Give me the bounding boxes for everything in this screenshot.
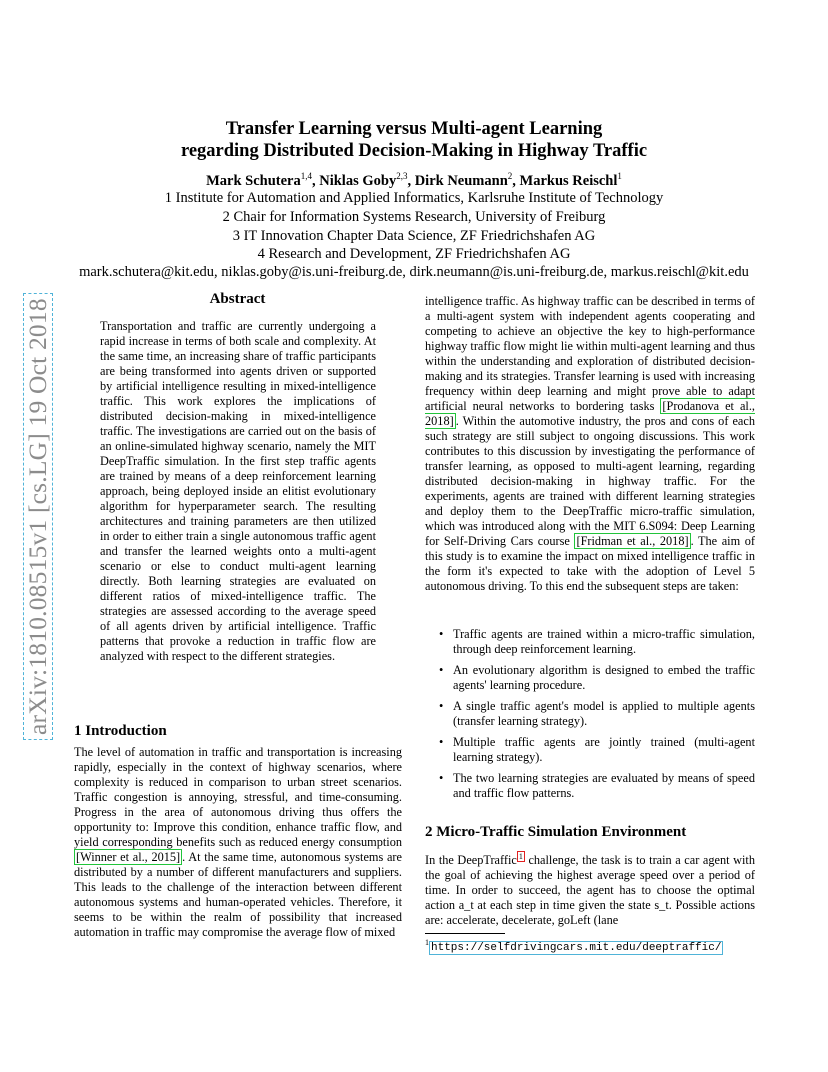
list-item: • An evolutionary algorithm is designed to embed the traffic agents' learning procedure. bbox=[439, 663, 755, 692]
affiliation-4: 4 Research and Development, ZF Friedrichshafen AG bbox=[257, 246, 571, 262]
footnote-number: 1 bbox=[425, 938, 429, 947]
list-item: • Traffic agents are trained within a micro-traffic simulation, through deep reinforcement learning. bbox=[439, 627, 755, 656]
title-line-2: regarding Distributed Decision-Making in Highway Traffic bbox=[180, 141, 648, 161]
abstract-text: Transportation and traffic are currently undergoing a rapid increase in terms of both scale and complexity. At the same time, an increasing share of traffic participants are being transformed into agents driven or supported by artificial intelligence resulting in mixed-intelligence traffic. This work explores the implications of distributed decision-making in mixed-intelligence traffic. The investigations are carried out on the basis of an online-simulated highway scenario, namely the MIT DeepTraffic simulation. In the first step traffic agents are trained by means of a deep reinforcement learning approach, being deployed inside an elitist evolutionary algorithm for hyperparameter search. The resulting architectures and training parameters are then utilized in order to either train a single autonomous traffic agent and transfer the learned weights onto a multi-agent scenario or else to conduct multi-agent learning directly. Both learning strategies are evaluated on different ratios of mixed-intelligence traffic. The strategies are assessed according to the average speed of all agents driven by artificial intelligence. Traffic patterns that provoke a reduction in traffic flow are analyzed with respect to the different strategies. bbox=[100, 319, 376, 663]
abstract-heading: Abstract bbox=[209, 291, 266, 307]
footnote bbox=[425, 938, 723, 954]
affiliation-3: 3 IT Innovation Chapter Data Science, ZF Friedrichshafen AG bbox=[232, 228, 596, 244]
citation-fridman-2018[interactable]: [Fridman et al., 2018] bbox=[576, 534, 689, 548]
author-emails: mark.schutera@kit.edu, niklas.goby@is.uni-freiburg.de, dirk.neumann@is.uni-freiburg.de, markus.reischl@kit.edu bbox=[79, 264, 749, 280]
footnote-rule bbox=[425, 933, 505, 934]
citation-prodanova-2018[interactable]: [Prodanova et al., 2018] bbox=[425, 399, 755, 428]
title-line-1: Transfer Learning versus Multi-agent Learning bbox=[225, 119, 603, 139]
introduction-paragraph: The level of automation in traffic and transportation is increasing rapidly, especially in the context of highway scenarios, where complexity is reduced in comparison to urban street scenarios. Traffic congestion is annoying, stressful, and time-consuming. Progress in the area of autonomous driving thus offers the opportunity to: Improve this condition, enhance traffic flow, and yield corresponding benefits such as reduced energy consumption [Winner et al., 2015] . At the same time, autonomous systems are distributed by a number of different manufacturers and suppliers. This leads to the challenge of the interaction between different autonomous systems and human-operated vehicles. Therefore, it seems to be within the realm of possibility that increased automation in traffic may compromise the average flow of mixed bbox=[74, 745, 402, 939]
list-item: • A single traffic agent's model is applied to multiple agents (transfer learning strategy). bbox=[439, 699, 755, 728]
affiliation-1: 1 Institute for Automation and Applied Informatics, Karlsruhe Institute of Technology bbox=[164, 190, 664, 206]
author-list: Mark Schutera$^{1,4}$, Niklas Goby$^{2,3}$, Dirk Neumann$^2$, Markus Reischl$^1$ bbox=[206, 171, 622, 189]
section-2-heading: 2 Micro-Traffic Simulation Environment bbox=[425, 824, 687, 840]
footnote-url-link[interactable]: https://selfdrivingcars.mit.edu/deeptraffic/ bbox=[431, 941, 722, 954]
footnote-link[interactable]: 1 bbox=[518, 852, 523, 861]
list-item: • Multiple traffic agents are jointly trained (multi-agent learning strategy). bbox=[439, 735, 755, 764]
section-2-paragraph: In the DeepTraffic $^1$ challenge, the task is to train a car agent with the goal of achieving the highest average speed over a period of time. In order to succeed, the agent has to choose the optimal action a_t at each step in time given the state s_t. Possible actions are: accelerate, decelerate, goLeft (lane bbox=[425, 852, 755, 928]
contribution-list bbox=[425, 627, 755, 807]
list-item: • The two learning strategies are evaluated by means of speed and traffic flow patterns. bbox=[439, 771, 755, 800]
intro-continuation-paragraph: intelligence traffic. As highway traffic can be described in terms of a multi-agent system with independent agents cooperating and competing to achieve an objective the key to high-performance highway traffic flow might lie within multi-agent learning and thus within the understanding and exploration of distributed decision-making and its strategies. Transfer learning is used with increasing frequency within deep learning and might prove able to adapt artificial neural networks to bordering tasks [Prodanova et al., 2018] . Within the automotive industry, the pros and cons of each such strategy are still subject to ongoing discussions. This work contributes to this discussion by investigating the performance of transfer learning, as opposed to multi-agent learning, regarding distributed decision-making in highway traffic. For the experiments, agents are trained with different learning strategies and deploy them to the DeepTraffic micro-traffic simulation, which was introduced along with the MIT 6.S094: Deep Learning for Self-Driving Cars course [Fridman et al., 2018] . The aim of this study is to examine the impact on mixed intelligence traffic in the form it's expected to take with the adoption of Level 5 autonomous driving. To this end the subsequent steps are taken: bbox=[425, 294, 756, 593]
affiliation-2: 2 Chair for Information Systems Research, University of Freiburg bbox=[222, 209, 606, 225]
section-1-heading: 1 Introduction bbox=[74, 723, 167, 739]
paper-title bbox=[0, 118, 828, 162]
citation-winner-2015[interactable]: [Winner et al., 2015] bbox=[76, 850, 181, 864]
arxiv-identifier: arXiv:1810.08515v1 [cs.LG] 19 Oct 2018 bbox=[23, 293, 53, 740]
